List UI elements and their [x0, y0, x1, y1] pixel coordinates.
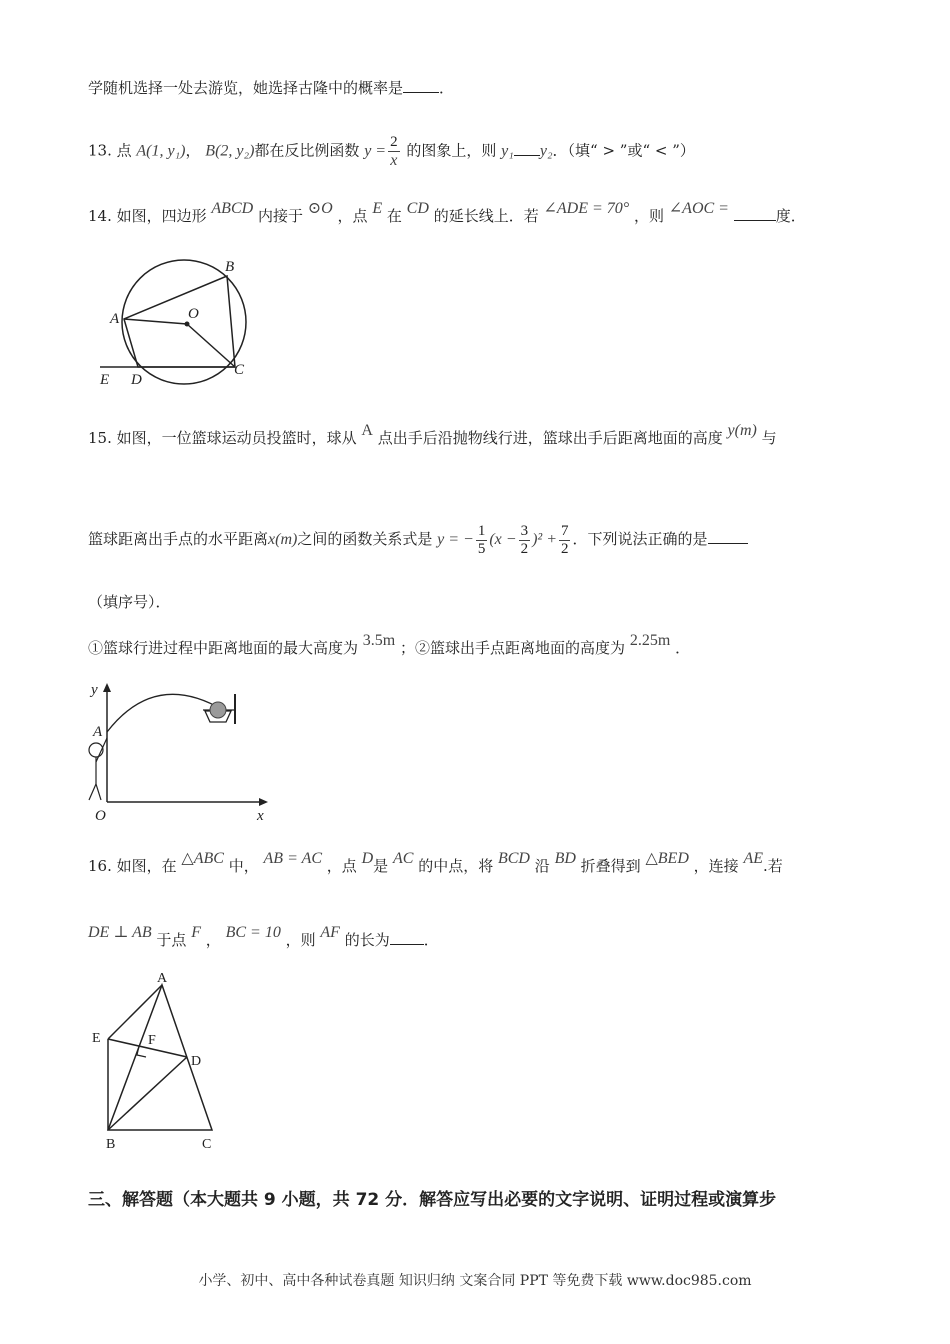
q15-xm: x(m) [268, 531, 298, 548]
q16-figure [88, 970, 228, 1155]
q16-text5: 沿 [534, 857, 550, 875]
q15-point-a: A [361, 422, 373, 439]
q16-triangle: △ABC [181, 850, 224, 867]
q13-fraction [388, 134, 400, 169]
q15-frac3-num: 7 [560, 522, 569, 539]
q13-sep: ， [185, 141, 201, 160]
q16-point-d: D [361, 850, 374, 867]
q13-text1: 都在反比例函数 [254, 141, 360, 160]
q13-number: 13. 点 [88, 141, 132, 160]
q14-number: 14. 如图，四边形 [88, 207, 207, 225]
q14-angle-aoc: ∠AOC = [668, 200, 729, 217]
q14-text5: ，则 [633, 207, 664, 225]
q16-text11: ，则 [285, 931, 316, 949]
q14-text4: 的延长线上．若 [433, 207, 539, 225]
q15-line3: （填序号）． [88, 593, 171, 611]
page-footer: 小学、初中、高中各种试卷真题 知识归纳 文案合同 PPT 等免费下载 www.doc985.com [198, 1273, 752, 1289]
q14-text1: 内接于 [257, 207, 303, 225]
q16-af: AF [320, 924, 340, 941]
q16-equal: AB = AC [263, 850, 323, 867]
q15-blank [708, 529, 748, 544]
q16-label-f: F [148, 1033, 156, 1048]
q16-bed: △BED [645, 850, 689, 867]
q15-line2b: 之间的函数关系式是 [297, 530, 433, 548]
q16-bcd: BCD [497, 850, 530, 867]
q13-text3: ．（填“ > ”或“ < ”） [552, 141, 695, 160]
section-3-heading: 三、解答题（本大题共 9 小题，共 72 分．解答应写出必要的文字说明、证明过程或演算步 [88, 1190, 777, 1210]
q14-point-e: E [372, 200, 383, 217]
q16-line-bd [108, 1057, 187, 1130]
q15-frac2 [519, 523, 531, 558]
q13-text2: 的图象上，则 [406, 141, 497, 160]
q16-text2: ，点 [326, 857, 357, 875]
q12-text: 学随机选择一处去游览，她选择古隆中的概率是 [88, 79, 404, 97]
q15-frac3-den: 2 [560, 540, 569, 557]
q16-bc: BC = 10 [225, 924, 281, 941]
q15-label-y: y [91, 682, 98, 698]
q16-text3: 是 [373, 857, 389, 875]
q13-frac-den: x [390, 152, 398, 169]
q13-y2: y₂ [539, 142, 553, 160]
q16-point-f: F [191, 924, 201, 941]
q12-tail [88, 78, 454, 98]
q15-statements [88, 632, 691, 659]
q15-frac3 [559, 523, 571, 558]
q14-label-d: D [131, 372, 142, 388]
q14-line-oc [187, 324, 235, 367]
q16-ae: AE [743, 850, 763, 867]
q15-statement2: ；②篮球出手点距离地面的高度为 [400, 639, 626, 657]
q16-label-b: B [106, 1137, 116, 1152]
q13-point-a: A(1, y₁) [136, 142, 186, 160]
q14-quad-shape [124, 276, 235, 367]
q16-blank [390, 930, 424, 945]
q12-blank [403, 78, 439, 93]
q15-end: ． [675, 639, 691, 657]
q15-line2a: 篮球距离出手点的水平距离 [88, 530, 269, 548]
q15-y-arrow [103, 683, 111, 692]
q15-ym: y(m) [727, 422, 757, 439]
q14-label-o: O [188, 306, 199, 322]
q16-label-e: E [92, 1031, 101, 1046]
q15-player-leg1 [89, 784, 96, 800]
q15-number: 15. 如图，一位篮球运动员投篮时，球从 [88, 429, 357, 447]
q15-label-x: x [257, 808, 264, 824]
q15-func-sq: )² + [532, 531, 557, 548]
question-13 [88, 134, 695, 169]
q15-line2c: ．下列说法正确的是 [572, 530, 708, 548]
q16-label-a: A [157, 971, 168, 986]
q16-text4: 的中点，将 [418, 857, 494, 875]
q16-label-d: D [191, 1054, 202, 1069]
q16-text9: 于点 [156, 931, 187, 949]
q16-text7: ，连接 [693, 857, 739, 875]
q15-text1: 点出手后沿抛物线行进，篮球出手后距离地面的高度 [377, 429, 723, 447]
q16-line2 [88, 924, 439, 951]
q14-cd: CD [406, 200, 429, 217]
q13-point-b: B(2, y₂) [205, 142, 255, 160]
q16-perp: DE ⊥ AB [88, 924, 152, 941]
q14-unit: 度． [775, 207, 806, 225]
q15-statement1: ①篮球行进过程中距离地面的最大高度为 [88, 639, 359, 657]
q15-frac1-num: 1 [477, 522, 486, 539]
q16-label-c: C [202, 1137, 212, 1152]
q14-blank [734, 206, 776, 221]
q15-figure [85, 680, 275, 825]
q15-label-a: A [93, 724, 103, 740]
q14-center-dot [185, 322, 190, 327]
question-15 [88, 422, 777, 449]
q13-blank [514, 141, 540, 156]
q15-x-arrow [259, 798, 268, 806]
q15-value1: 3.5m [362, 632, 396, 649]
q15-frac1-den: 5 [477, 540, 486, 557]
question-14 [88, 200, 806, 227]
q16-text10: ， [205, 931, 221, 949]
q15-func-y: y = − [437, 531, 474, 548]
q16-text6: 折叠得到 [580, 857, 641, 875]
q16-ac: AC [392, 850, 414, 867]
q16-text8: .若 [763, 857, 783, 875]
q15-func-mid: (x − [489, 531, 517, 548]
q16-number: 16. 如图，在 [88, 857, 177, 875]
q14-line-ao [124, 319, 187, 324]
q14-text2: ，点 [337, 207, 368, 225]
q15-frac2-den: 2 [520, 540, 529, 557]
q15-line2 [88, 522, 748, 558]
q14-label-b: B [225, 259, 235, 275]
q15-player-leg2 [96, 784, 101, 800]
q16-bd: BD [554, 850, 576, 867]
q15-frac2-num: 3 [520, 522, 529, 539]
q12-end: ． [439, 79, 455, 97]
q16-text12: 的长为 [344, 931, 390, 949]
q14-text3: 在 [386, 207, 402, 225]
q16-line-ea [108, 985, 162, 1039]
q15-text2: 与 [761, 429, 777, 447]
q15-value2: 2.25m [629, 632, 671, 649]
q13-frac-num: 2 [390, 134, 398, 150]
q15-label-o: O [95, 808, 106, 824]
q16-text1: 中， [228, 857, 259, 875]
q14-circle: ⊙O [307, 200, 333, 217]
q14-angle-ade: ∠ADE = 70° [543, 200, 630, 217]
q14-label-e: E [100, 372, 110, 388]
q13-y1: y₁ [501, 142, 514, 160]
q14-quad: ABCD [211, 200, 254, 217]
q15-frac1 [476, 523, 488, 558]
q14-figure [95, 255, 265, 395]
q14-label-c: C [234, 362, 245, 378]
q15-ball [210, 702, 226, 718]
q16-text13: ． [423, 931, 439, 949]
q14-label-a: A [110, 311, 120, 327]
q13-func-lhs: y = [364, 142, 387, 160]
question-16 [88, 850, 783, 877]
